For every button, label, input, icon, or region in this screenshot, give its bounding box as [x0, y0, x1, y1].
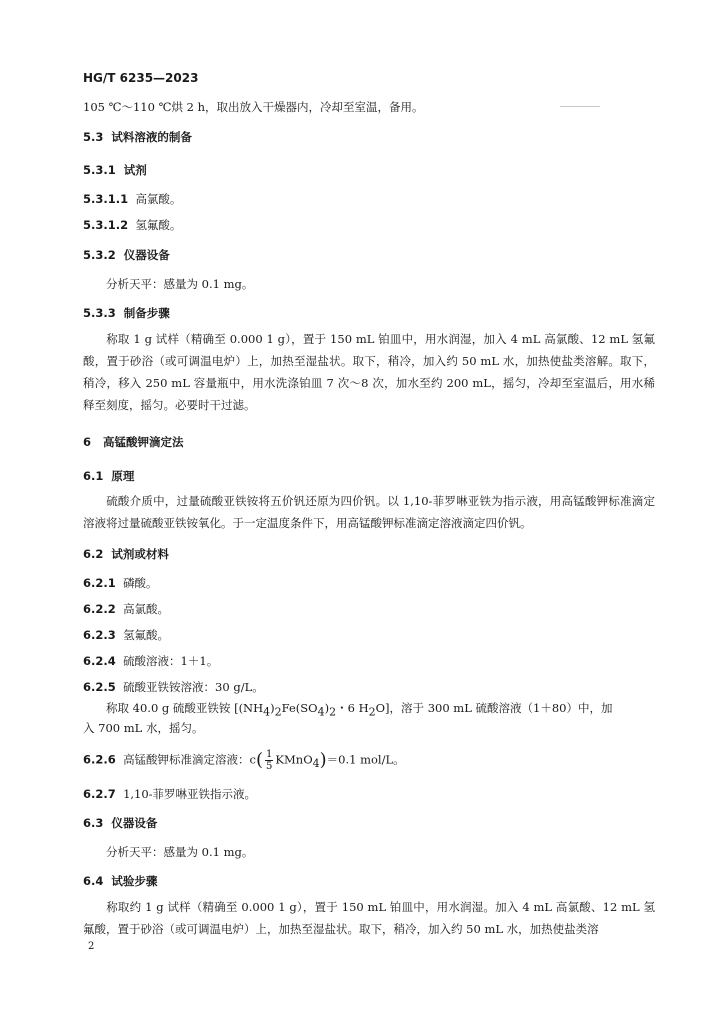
section-heading-5-3: 5.3 试料溶液的制备	[83, 130, 192, 144]
item-6-2-6: 6.2.6 高锰酸钾标准滴定溶液：c( $\frac{1}{5}$ KMnO$_4$)＝0.1 mol/L。	[83, 749, 405, 772]
section-heading-5-3-3: 5.3.3 制备步骤	[83, 306, 170, 320]
item-6-2-5: 6.2.5 硫酸亚铁铵溶液：30 g/L。	[83, 680, 264, 694]
scan-mark	[560, 106, 600, 107]
section-heading-5-3-1: 5.3.1 试剂	[83, 163, 147, 177]
section-heading-6-4: 6.4 试验步骤	[83, 874, 158, 888]
item-5-3-1-2: 5.3.1.2 氢氟酸。	[83, 218, 182, 232]
paragraph-6-1: 硫酸介质中，过量硫酸亚铁铵将五价钒还原为四价钒。以 1,10-菲罗啉亚铁为指示液，用高锰酸钾标准滴定溶液将过量硫酸亚铁铵氧化。于一定温度条件下，用高锰酸钾标准滴定溶液滴定四价钒。	[83, 494, 655, 530]
standard-id: HG/T 6235—2023	[83, 71, 199, 85]
page-number: 2	[88, 941, 95, 952]
continuation-line: 105 ℃～110 ℃烘 2 h，取出放入干燥器内，冷却至室温，备用。	[83, 100, 424, 114]
section-heading-6-3: 6.3 仪器设备	[83, 816, 158, 830]
paragraph-6-3: 分析天平：感量为 0.1 mg。	[106, 845, 254, 859]
section-heading-6-2: 6.2 试剂或材料	[83, 547, 169, 561]
fraction-denominator: 5	[266, 761, 273, 772]
item-6-2-3: 6.2.3 氢氟酸。	[83, 628, 170, 642]
item-6-2-5-detail: 称取 40.0 g 硫酸亚铁铵 [$(NH_4)_2Fe(SO_4)_2$・6 $H_2O$]，溶于 300 mL 硫酸溶液（1＋80）中，加	[106, 701, 613, 719]
paragraph-5-3-2: 分析天平：感量为 0.1 mg。	[106, 277, 254, 291]
item-6-2-1: 6.2.1 磷酸。	[83, 576, 158, 590]
fraction-numerator: 1	[266, 749, 273, 760]
section-heading-6: 6 高锰酸钾滴定法	[83, 435, 184, 449]
item-6-2-7: 6.2.7 1,10-菲罗啉亚铁指示液。	[83, 787, 257, 801]
item-6-2-4: 6.2.4 硫酸溶液：1＋1。	[83, 654, 219, 668]
item-6-2-5-detail-line2: 入 700 mL 水，摇匀。	[83, 721, 204, 735]
paragraph-5-3-3: 称取 1 g 试样（精确至 0.000 1 g），置于 150 mL 铂皿中，用水润湿，加入 4 mL 高氯酸、12 mL 氢氟酸，置于砂浴（或可调温电炉）上，加热至湿盐状。取下，稍冷，加入约 50 mL 水，加热使盐类溶解。取下，稍冷，移入 250 mL 容量瓶中，用水洗涤铂皿 7 次～8 次，加水至约 200 mL，摇匀，冷却至室温后，用水稀释至刻度，摇匀。必要时干过滤。	[83, 332, 655, 412]
section-heading-6-1: 6.1 原理	[83, 469, 135, 483]
item-6-2-2: 6.2.2 高氯酸。	[83, 602, 170, 616]
paragraph-6-4: 称取约 1 g 试样（精确至 0.000 1 g），置于 150 mL 铂皿中，用水润湿。加入 4 mL 高氯酸、12 mL 氢氟酸，置于砂浴（或可调温电炉）上，加热至湿盐状。取下，稍冷，加入约 50 mL 水，加热使盐类溶	[83, 900, 655, 936]
section-heading-5-3-2: 5.3.2 仪器设备	[83, 248, 170, 262]
item-5-3-1-1: 5.3.1.1 高氯酸。	[83, 192, 182, 206]
